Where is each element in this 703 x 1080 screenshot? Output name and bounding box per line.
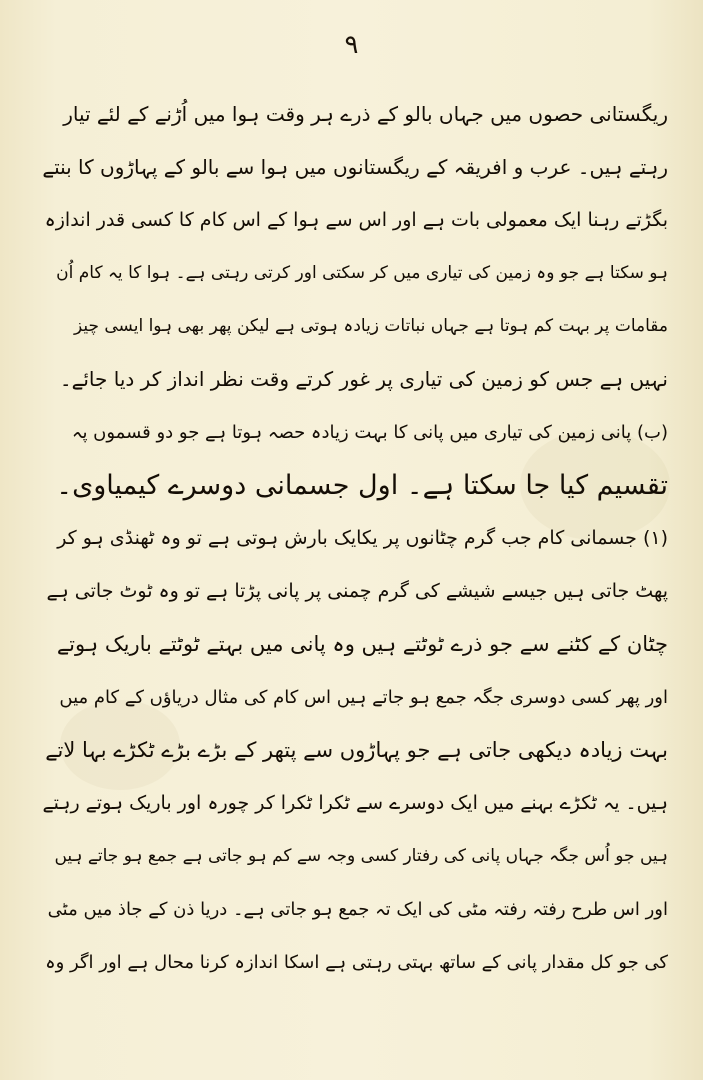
text-line: ریگستانی حصوں میں جہاں بالو کے ذرے ہر وقت ہوا میں اُڑنے کے لئے تیار <box>63 102 668 126</box>
page-number: ٩ <box>344 30 359 60</box>
page-body-text <box>40 88 668 989</box>
text-line: مقامات پر بہت کم ہوتا ہے جہاں نباتات زیادہ ہوتی ہے لیکن پھر بھی ہوا ایسی چیز <box>73 316 668 336</box>
text-line: بگڑتے رہنا ایک معمولی بات ہے اور اس سے ہوا کے اس کام کا کسی قدر اندازہ <box>44 209 668 231</box>
text-line: تقسیم کیا جا سکتا ہے۔ اول جسمانی دوسرے کیمیاوی۔ <box>56 470 668 501</box>
text-line: اور پھر کسی دوسری جگہ جمع ہو جاتے ہیں اس کام کی مثال دریاؤں کے کام میں <box>59 687 668 708</box>
text-line: ہیں۔ یہ ٹکڑے بہنے میں ایک دوسرے سے ٹکرا ٹکرا کر چورہ اور باریک ہوتے رہتے <box>42 792 668 814</box>
text-line: اور اس طرح رفتہ رفتہ مٹی کی ایک تہ جمع ہو جاتی ہے۔ دریا ذن کے جاذ میں مٹی <box>47 899 668 920</box>
text-line: بہت زیادہ دیکھی جاتی ہے جو پہاڑوں سے پتھر کے بڑے بڑے ٹکڑے بہا لاتے <box>45 738 668 762</box>
text-line: چٹان کے کٹنے سے جو ذرے ٹوٹتے ہیں وہ پانی میں بہتے ٹوٹتے باریک ہوتے <box>56 632 668 656</box>
text-line: ہو سکتا ہے جو وہ زمین کی تیاری میں کر سکتی اور کرتی رہتی ہے۔ ہوا کا یہ کام اُن <box>56 263 668 283</box>
text-line: رہتے ہیں۔ عرب و افریقہ کے ریگستانوں میں ہوا سے بالو کے پہاڑوں کا بنتے <box>42 155 668 179</box>
text-line: (ب) پانی زمین کی تیاری میں پانی کا بہت زیادہ حصہ ہوتا ہے جو دو قسموں پہ <box>71 422 668 443</box>
text-line: ہیں جو اُس جگہ جہاں پانی کی رفتار کسی وجہ سے کم ہو جاتی ہے جمع ہو جاتے ہیں <box>54 846 668 866</box>
text-line: نہیں ہے جس کو زمین کی تیاری پر غور کرتے وقت نظر انداز کر دیا جائے۔ <box>59 367 668 391</box>
text-line: پھٹ جاتی ہیں جیسے شیشے کی گرم چمنی پر پانی پڑتا ہے تو وہ ٹوٹ جاتی ہے <box>46 580 668 602</box>
text-line: (۱) جسمانی کام جب گرم چٹانوں پر یکایک بارش ہوتی ہے تو وہ ٹھنڈی ہو کر <box>57 527 668 549</box>
text-line: کی جو کل مقدار پانی کے ساتھ بہتی رہتی ہے اسکا اندازہ کرنا محال ہے اور اگر وہ <box>45 952 668 973</box>
